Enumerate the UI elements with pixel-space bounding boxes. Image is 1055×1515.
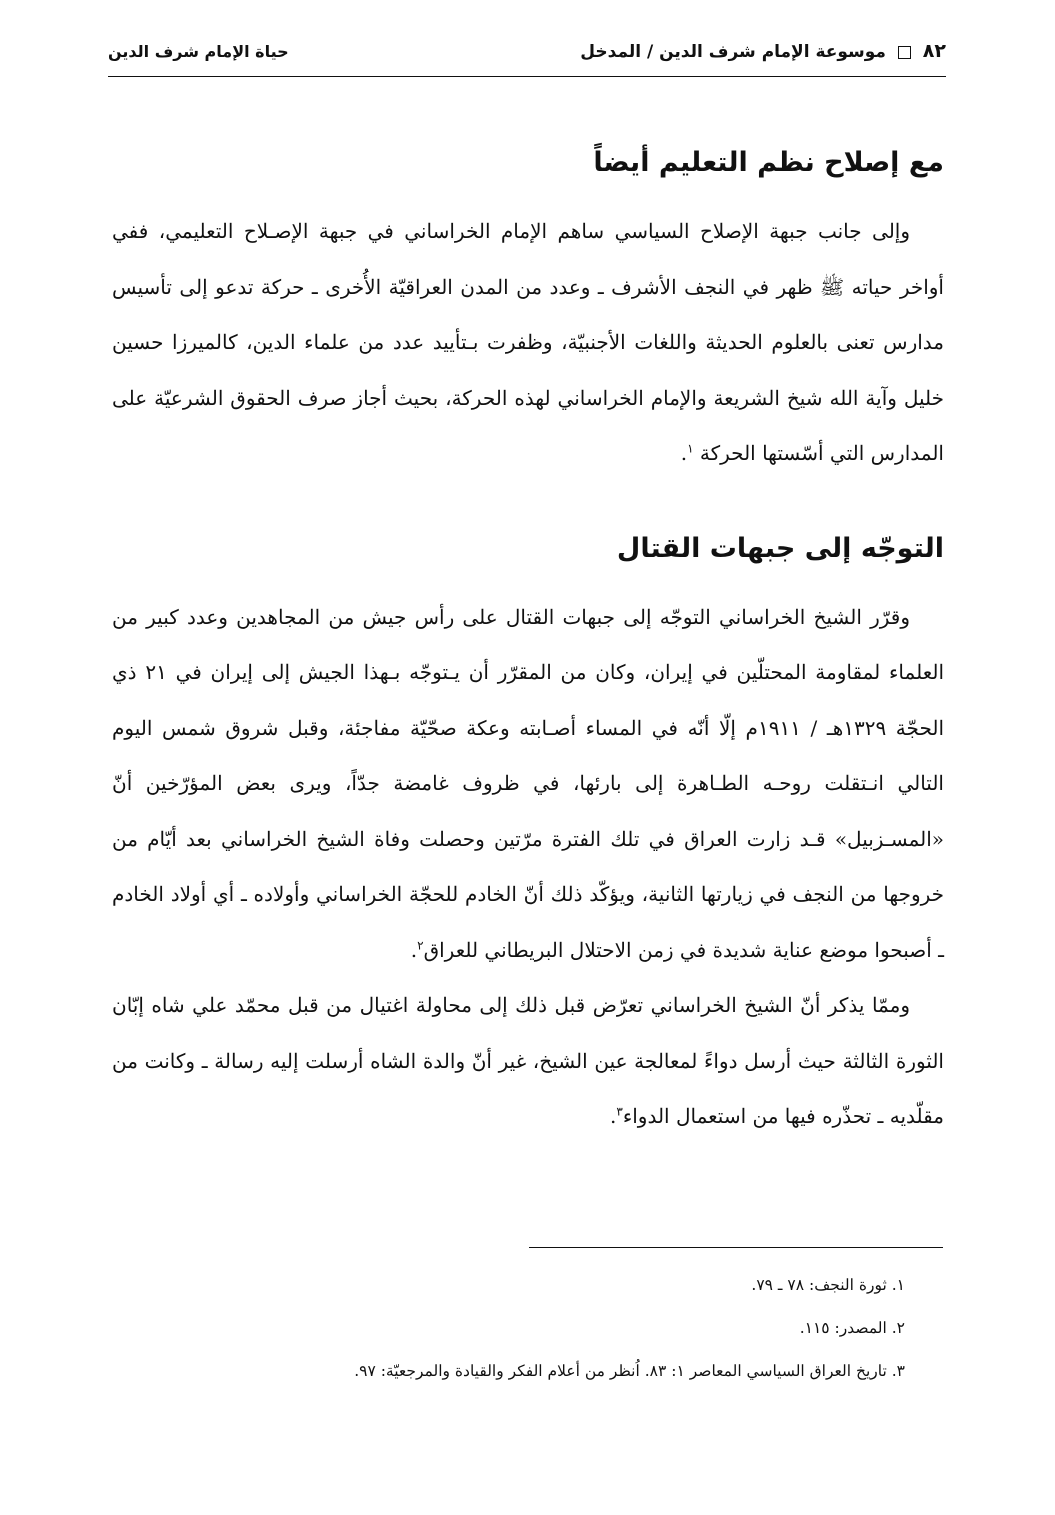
chapter-title: حياة الإمام شرف الدين — [108, 42, 289, 61]
book-title: موسوعة الإمام شرف الدين / المدخل — [580, 42, 886, 62]
paragraph-education — [112, 204, 944, 482]
section-heading-battlefronts: التوجّه إلى جبهات القتال — [616, 532, 944, 564]
footnote-ref-2: ٢ — [417, 937, 424, 952]
paragraph-battlefronts — [112, 590, 944, 979]
footnote-ref-1: ١ — [687, 441, 694, 456]
paragraph-text: وإلى جانب جبهة الإصلاح السياسي ساهم الإمام الخراساني في جبهة الإصـلاح التعليمي، ففي أواخر حياته ﷺ ظهر في النجف الأشرف ـ وعدد من المدن العراقيّة الأُخرى ـ حركة تدعو إلى تأسيس مدارس تعنى بالعلوم الحديثة واللغات الأجنبيّة، وظفرت بـتأييد عدد من علماء الدين، كالميرزا حسين خليل وآية الله شيخ الشريعة والإمام الخراساني لهذه الحركة، بحيث أجاز صرف الحقوق الشرعيّة على المدارس التي أسّستها الحركة — [112, 219, 944, 465]
footnote-3: ٣. تاريخ العراق السياسي المعاصر ١: ٨٣. اُنظر من أعلام الفكر والقيادة والمرجعيّة: ٩٧. — [354, 1362, 905, 1380]
header-divider — [108, 76, 946, 77]
section-heading-education: مع إصلاح نظم التعليم أيضاً — [593, 147, 944, 178]
paragraph-assassination — [112, 978, 944, 1145]
footnotes — [111, 1264, 943, 1393]
footnote-ref-3: ٣ — [616, 1104, 623, 1119]
square-ornament-icon — [898, 46, 911, 59]
section-spacer — [112, 482, 944, 526]
footnote-1: ١. ثورة النجف: ٧٨ ـ ٧٩. — [751, 1276, 905, 1294]
running-header — [108, 40, 946, 80]
footnote-2: ٢. المصدر: ١١٥. — [799, 1319, 905, 1337]
page-number: ٨٢ — [922, 40, 946, 62]
paragraph-period: . — [610, 1104, 617, 1128]
header-book-info — [580, 40, 946, 62]
paragraph-text: وممّا يذكر أنّ الشيخ الخراساني تعرّض قبل ذلك إلى محاولة اغتيال من قبل محمّد علي شاه إبّان الثورة الثالثة حيث أرسل دواءً لمعالجة عين الشيخ، غير أنّ والدة الشاه أرسلت إليه رسالة ـ وكانت من مقلّديه ـ تحذّره فيها من استعمال الدواء — [112, 993, 944, 1128]
paragraph-text: وقرّر الشيخ الخراساني التوجّه إلى جبهات القتال على رأس جيش من المجاهدين وعدد كبير من العلماء لمقاومة المحتلّين في إيران، وكان من المقرّر أن يـتوجّه بـهذا الجيش إلى إيران في ٢١ ذي الحجّة ١٣٢٩هـ / ١٩١١م إلّا أنّه في المساء أصـابته وعكة صحّيّة مفاجئة، وقبل شروق شمس اليوم التالي انـتقلت روحـه الطـاهرة إلى بارئها، في ظروف غامضة جدّاً، ويرى بعض المؤرّخين أنّ «المسـزبيل» قـد زارت العراق في تلك الفترة مرّتين وحصلت وفاة الشيخ الخراساني بعد أيّام من خروجها من النجف في زيارتها الثانية، ويؤكّد ذلك أنّ الخادم للحجّة الخراساني وأولاده ـ أي أولاد الخادم ـ أصبحوا موضع عناية شديدة في زمن الاحتلال البريطاني للعراق — [112, 604, 944, 962]
paragraph-period: . — [410, 937, 418, 962]
footnote-divider — [529, 1247, 943, 1248]
main-text — [112, 140, 944, 1145]
paragraph-period: . — [680, 441, 688, 465]
